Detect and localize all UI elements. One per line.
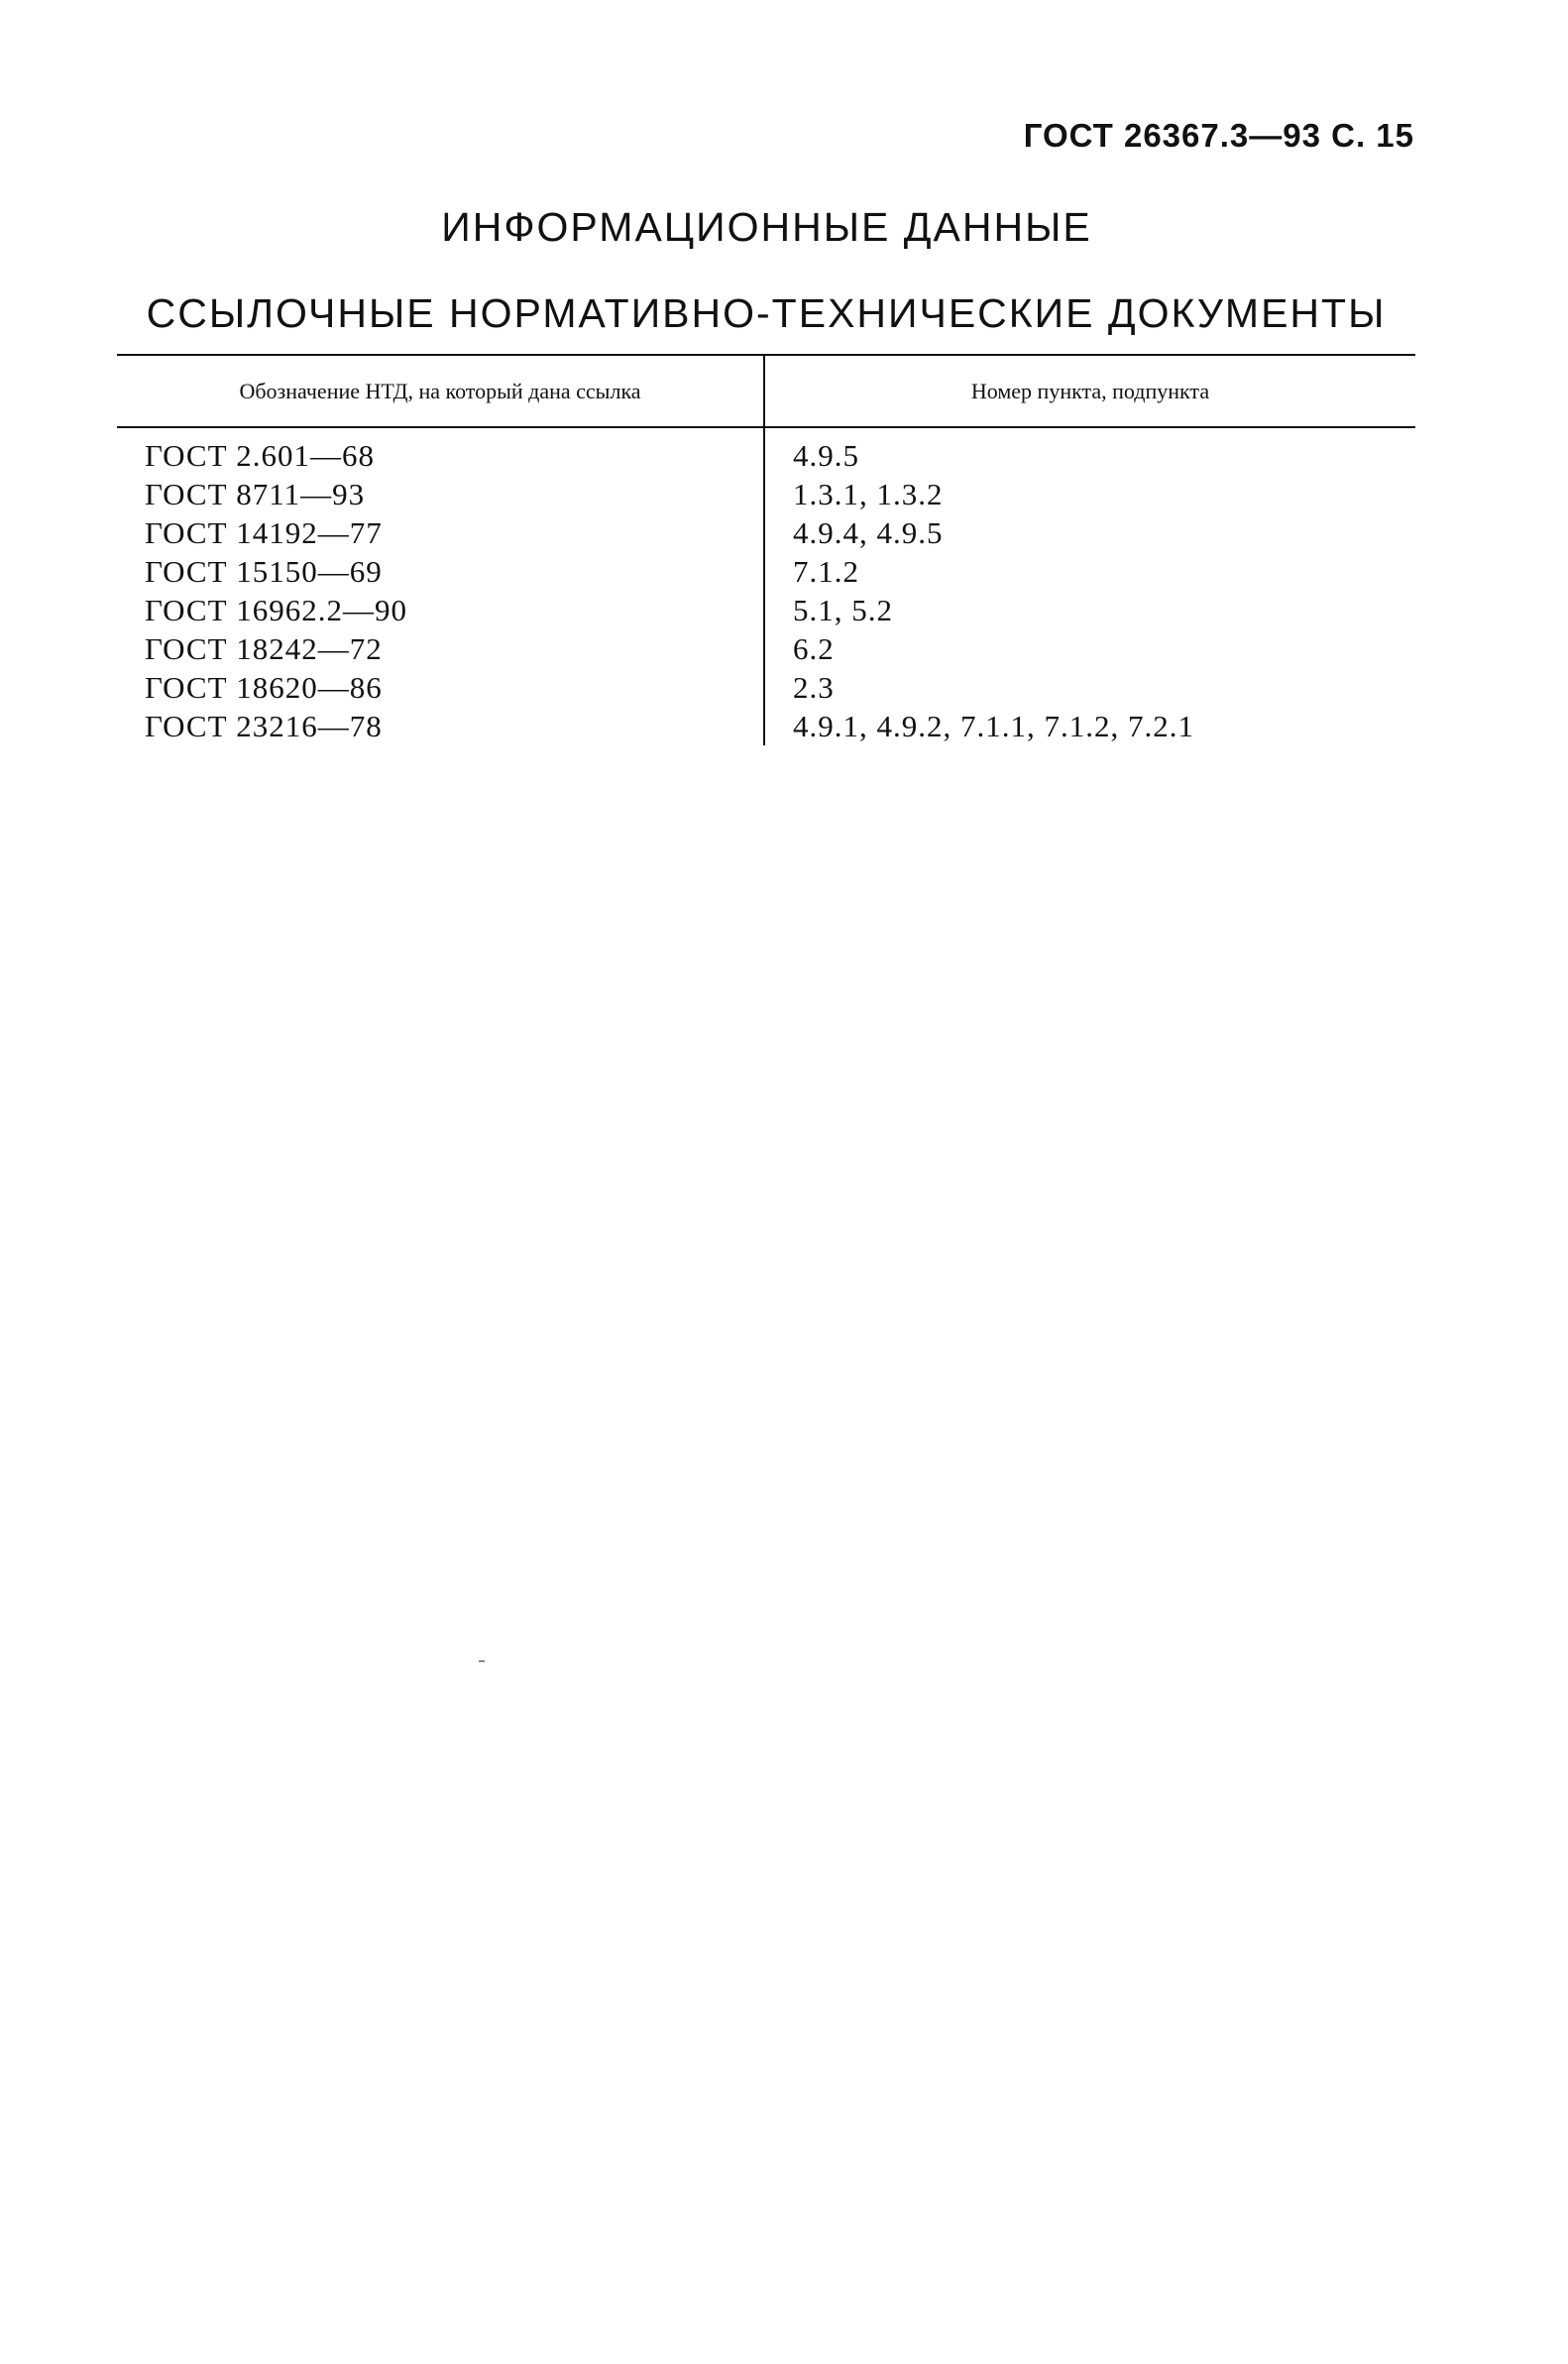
- column-header-item-number: Номер пункта, подпункта: [764, 355, 1415, 427]
- document-designation-cell: ГОСТ 15150—69: [145, 553, 383, 589]
- table-row: [117, 552, 1415, 591]
- table-row: [117, 707, 1415, 745]
- document-designation-cell: ГОСТ 18242—72: [145, 630, 383, 666]
- document-designation-cell: ГОСТ 18620—86: [145, 669, 383, 705]
- item-number-cell: 2.3: [764, 668, 1415, 707]
- item-number-cell: 4.9.4, 4.9.5: [764, 513, 1415, 552]
- item-number-cell: 6.2: [764, 629, 1415, 668]
- scan-artifact-mark: [479, 1660, 485, 1662]
- table-row: [117, 668, 1415, 707]
- item-number-cell: 1.3.1, 1.3.2: [764, 475, 1415, 513]
- document-designation-cell: ГОСТ 14192—77: [145, 514, 383, 550]
- item-number-cell: 5.1, 5.2: [764, 591, 1415, 629]
- item-number-cell: 4.9.1, 4.9.2, 7.1.1, 7.1.2, 7.2.1: [764, 707, 1415, 745]
- reference-documents-table: [117, 354, 1415, 745]
- table-row: [117, 629, 1415, 668]
- table-row: [117, 427, 1415, 475]
- document-designation-cell: ГОСТ 16962.2—90: [145, 592, 408, 627]
- table-header-row: [117, 355, 1415, 427]
- document-designation-cell: ГОСТ 23216—78: [145, 708, 383, 743]
- document-title: ИНФОРМАЦИОННЫЕ ДАННЫЕ: [441, 204, 1092, 250]
- table-row: [117, 513, 1415, 552]
- table-row: [117, 591, 1415, 629]
- item-number-cell: 4.9.5: [764, 427, 1415, 475]
- table-row: [117, 475, 1415, 513]
- document-designation-cell: ГОСТ 8711—93: [145, 476, 366, 511]
- column-header-document: Обозначение НТД, на который дана ссылка: [117, 355, 764, 427]
- document-designation-cell: ГОСТ 2.601—68: [145, 437, 376, 473]
- page-header-reference: ГОСТ 26367.3—93 С. 15: [1023, 117, 1414, 154]
- item-number-cell: 7.1.2: [764, 552, 1415, 591]
- section-title: ССЫЛОЧНЫЕ НОРМАТИВНО-ТЕХНИЧЕСКИЕ ДОКУМЕНТЫ: [146, 290, 1387, 336]
